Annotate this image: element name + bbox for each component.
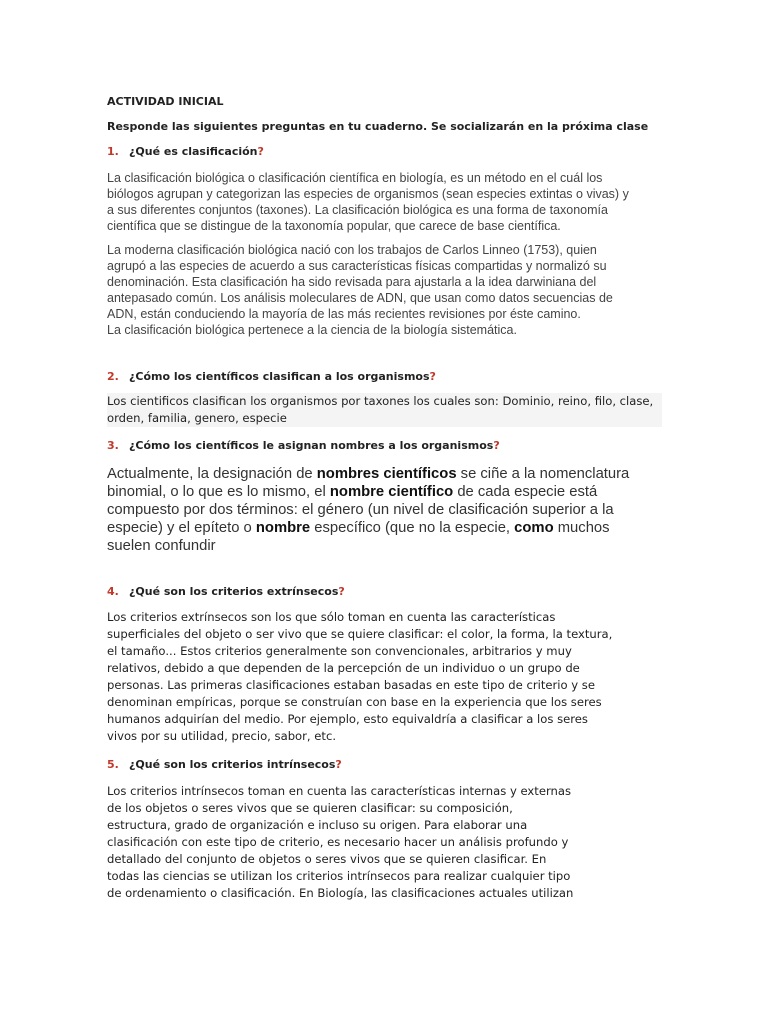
answer-line: superficiales del objeto o ser vivo que se quiere clasificar: el color, la forma, la textura, xyxy=(107,627,613,641)
answer-text: especie) y el epíteto o xyxy=(107,520,256,536)
answer-line xyxy=(107,465,662,483)
answer-line: el tamaño... Estos criterios generalmente son convencionales, arbitrarios y muy xyxy=(107,644,572,658)
answer-line: Los criterios extrínsecos son los que sólo toman en cuenta las características xyxy=(107,610,556,624)
question-mark: ? xyxy=(338,585,345,598)
question-mark: ? xyxy=(429,370,436,383)
answer-line: antepasado común. Los análisis moleculares de ADN, que usan como datos secuencias de xyxy=(107,291,613,305)
answer-line: personas. Las primeras clasificaciones estaban basadas en este tipo de criterio y se xyxy=(107,678,595,692)
answer-line: de los objetos o seres vivos que se quieren clasificar: su composición, xyxy=(107,801,513,815)
question-mark: ? xyxy=(335,758,342,771)
answer-3 xyxy=(107,465,662,555)
answer-text: Actualmente, la designación de xyxy=(107,466,317,482)
question-text: ¿Qué es clasificación xyxy=(129,145,258,158)
bold-term: como xyxy=(514,520,554,536)
answer-line: de ordenamiento o clasificación. En Biología, las clasificaciones actuales utilizan xyxy=(107,886,574,900)
question-number: 2. xyxy=(107,370,119,383)
bold-term: nombres científicos xyxy=(316,466,457,482)
question-text: ¿Cómo los científicos clasifican a los organismos xyxy=(129,370,430,383)
answer-line: humanos adquirían del medio. Por ejemplo, esto equivaldría a clasificar a los seres xyxy=(107,712,588,726)
question-1 xyxy=(107,145,662,158)
answer-line: relativos, debido a que dependen de la percepción de un individuo o un grupo de xyxy=(107,661,580,675)
answer-line xyxy=(107,519,662,537)
answer-line: La clasificación biológica o clasificación científica en biología, es un método en el cuál los xyxy=(107,171,603,185)
answer-line: vivos por su utilidad, precio, sabor, etc. xyxy=(107,729,337,743)
answer-line: científica que se distingue de la taxonomía popular, que carece de base científica. xyxy=(107,219,561,233)
answer-text: de cada especie está xyxy=(453,484,598,500)
page-title: ACTIVIDAD INICIAL xyxy=(107,95,224,108)
answer-5 xyxy=(107,783,662,902)
bold-term: nombre xyxy=(255,520,311,536)
instructions: Responde las siguientes preguntas en tu cuaderno. Se socializarán en la próxima clase xyxy=(107,120,649,133)
answer-line: Los cientificos clasifican los organismos por taxones los cuales son: Dominio, reino, filo, clase, xyxy=(107,394,654,408)
answer-4 xyxy=(107,609,662,745)
question-3 xyxy=(107,439,662,452)
question-text: ¿Cómo los científicos le asignan nombres a los organismos xyxy=(129,439,494,452)
answer-line: suelen confundir xyxy=(107,538,216,554)
answer-line: agrupó a las especies de acuerdo a sus características físicas compartidas y normalizó su xyxy=(107,259,607,273)
answer-line: clasificación con este tipo de criterio, es necesario hacer un análisis profundo y xyxy=(107,835,569,849)
answer-line: Los criterios intrínsecos toman en cuenta las características internas y externas xyxy=(107,784,572,798)
answer-text: específico (que no la especie, xyxy=(310,520,515,536)
answer-line: denominan empíricas, porque se construían con base en la experiencia que los seres xyxy=(107,695,602,709)
answer-1 xyxy=(107,170,662,338)
question-number: 1. xyxy=(107,145,119,158)
bold-term: nombre científico xyxy=(329,484,454,500)
answer-line: estructura, grado de organización e incluso su origen. Para elaborar una xyxy=(107,818,528,832)
answer-line: a sus diferentes conjuntos (taxones). La clasificación biológica es una forma de taxonomía xyxy=(107,203,608,217)
answer-line: denominación. Esta clasificación ha sido revisada para ajustarla a la idea darwiniana del xyxy=(107,275,597,289)
question-2 xyxy=(107,370,662,383)
question-number: 5. xyxy=(107,758,119,771)
answer-line: ADN, están conduciendo la mayoría de las más recientes revisiones por éste camino. xyxy=(107,307,581,321)
question-5 xyxy=(107,758,662,771)
answer-line: La clasificación biológica pertenece a la ciencia de la biología sistemática. xyxy=(107,323,517,337)
answer-text: se ciñe a la nomenclatura xyxy=(456,466,630,482)
answer-line: biólogos agrupan y categorizan las especies de organismos (sean especies extintas o vivas) y xyxy=(107,187,629,201)
question-mark: ? xyxy=(257,145,264,158)
answer-line: compuesto por dos términos: el género (un nivel de clasificación superior a la xyxy=(107,502,614,518)
question-number: 3. xyxy=(107,439,119,452)
question-number: 4. xyxy=(107,585,119,598)
question-mark: ? xyxy=(493,439,500,452)
question-text: ¿Qué son los criterios intrínsecos xyxy=(129,758,336,771)
answer-text: muchos xyxy=(553,520,610,536)
answer-line: todas las ciencias se utilizan los criterios intrínsecos para realizar cualquier tipo xyxy=(107,869,571,883)
answer-2 xyxy=(107,393,662,427)
document-page xyxy=(107,95,662,902)
answer-line: orden, familia, genero, especie xyxy=(107,411,287,425)
question-text: ¿Qué son los criterios extrínsecos xyxy=(129,585,339,598)
answer-line: La moderna clasificación biológica nació con los trabajos de Carlos Linneo (1753), quien xyxy=(107,243,597,257)
question-4 xyxy=(107,585,662,598)
answer-line xyxy=(107,483,662,501)
answer-line: detallado del conjunto de objetos o seres vivos que se quieren clasificar. En xyxy=(107,852,547,866)
answer-text: binomial, o lo que es lo mismo, el xyxy=(107,484,330,500)
